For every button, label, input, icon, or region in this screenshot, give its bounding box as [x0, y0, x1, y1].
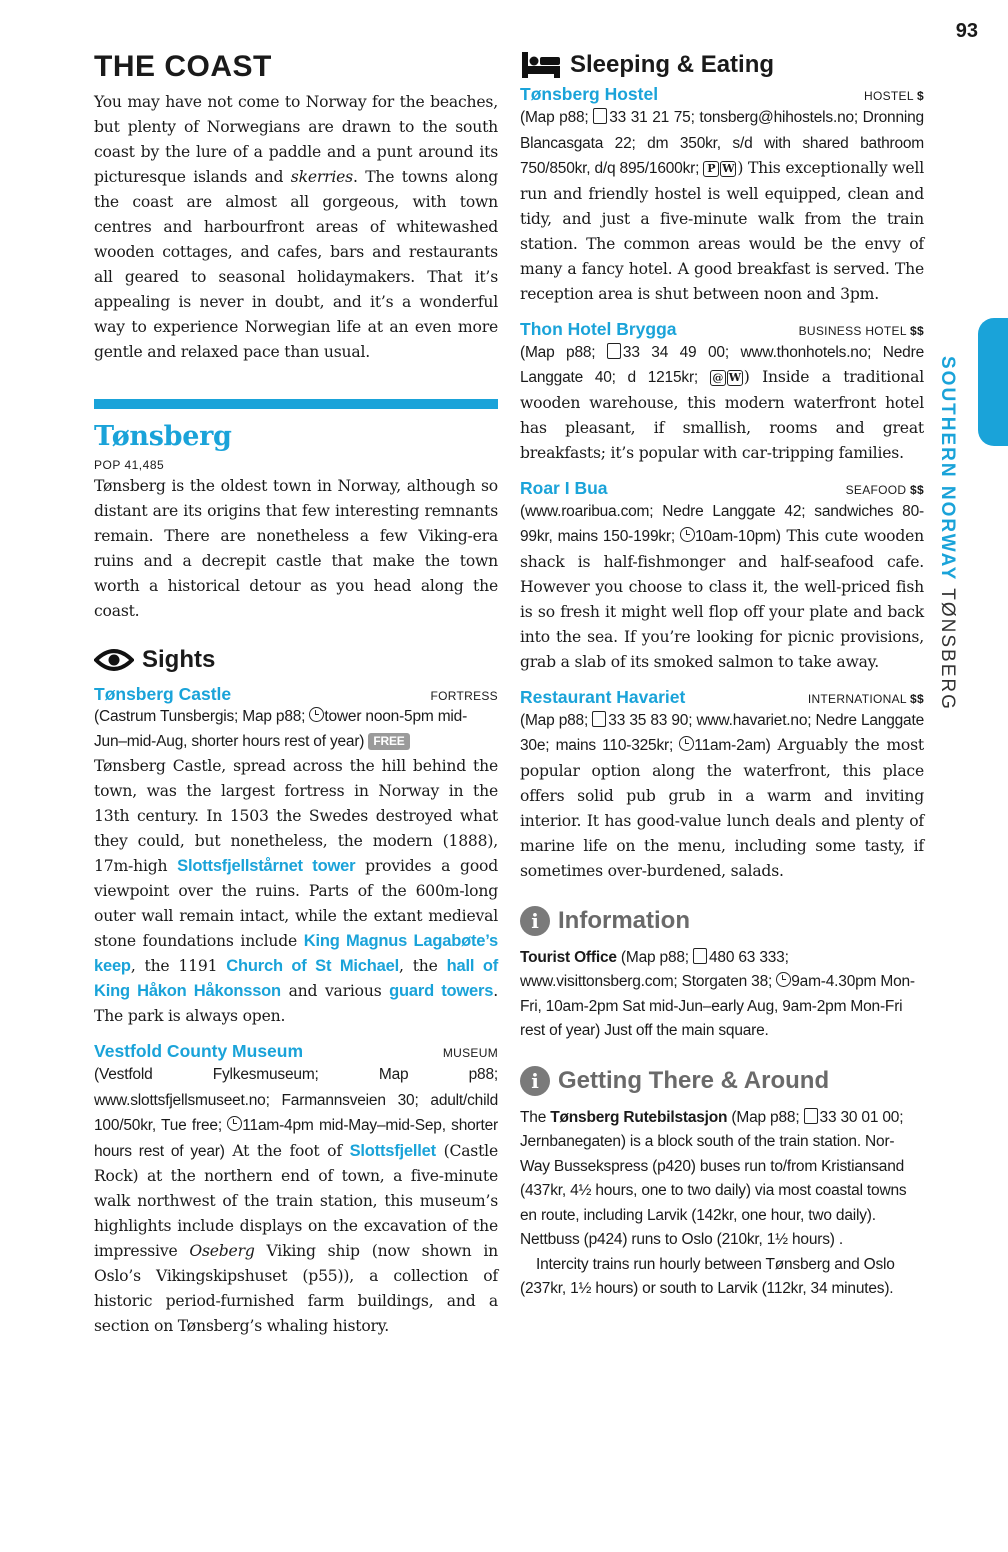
information-heading: i Information — [520, 906, 924, 936]
clock-icon — [776, 972, 791, 987]
side-place: TØNSBERG — [937, 588, 958, 711]
info-icon: i — [520, 1066, 550, 1096]
roar-text: (www.roaribua.com; Nedre Langgate 42; sandwiches 80-99kr, mains 150-199kr; 10am-10pm) This cute wooden shack is half-fishmonger and half-seafood cafe. However you choose to class it, the well-priced fish is so fresh it might well flop off your plate and back into the sea. If you’re looking for picnic provisions, grab a slab of its smoked salmon to take away. — [520, 502, 924, 671]
internet-icon: @ — [710, 370, 726, 386]
section-heading-coast: THE COAST — [94, 50, 272, 83]
sights-heading: Sights — [94, 646, 498, 674]
eye-icon — [94, 647, 134, 673]
town-intro: Tønsberg is the oldest town in Norway, although so distant are its origins that few interesting remnants remain. There are nonetheless a few Viking-era ruins and a decrepit castle that make the town worth a historical detour as you head along the coast. — [94, 477, 498, 620]
page-number: 93 — [955, 20, 978, 42]
thumb-tab — [978, 318, 1008, 446]
info-icon: i — [520, 906, 550, 936]
thon-price: $$ — [910, 323, 924, 338]
roar-type: SEAFOOD — [845, 482, 907, 497]
hostel-text: (Map p88; 33 31 21 75; tonsberg@hihostels.no; Dronning Blancasgata 22; dm 350kr, s/d with shared bathroom 750/850kr, d/q 895/1600kr; P W ) This exceptionally well run and friendly hostel is well equipped, clean and tidy, and just a five-minute walk from the train station. The common areas would be the envy of many a fancy hotel. A good breakfast is served. The reception area is shut between noon and 3pm. — [520, 109, 924, 303]
link-church[interactable]: Church of St Michael — [226, 957, 399, 975]
roar-price: $$ — [910, 482, 924, 497]
intro-paragraph: You may have not come to Norway for the beaches, but plenty of Norwegians are drawn to the south coast by the lure of a paddle and a punt around its picturesque islands and skerries. The towns along the coast are almost all gorgeous, with town centres and harbourfront areas of whitewashed wooden cottages, and cafes, bars and restaurants all geared to seasonal holidaymakers. That it’s appealing is never in doubt, and it’s a wonderful way to experience Norwegian life at an even more gentle and relaxed pace than usual. — [94, 93, 498, 361]
bed-icon — [520, 50, 562, 80]
hostel-price: $ — [917, 89, 924, 103]
havariet-type: INTERNATIONAL — [807, 691, 907, 706]
thon-type: BUSINESS HOTEL — [798, 323, 907, 338]
castle-text: Tønsberg Castle, spread across the hill behind the town, was the largest fortress in Norway in the 13th century. In 1503 the Swedes destroyed what they could, but nonetheless, the modern (1888), 17m-high Slottsfjellstårnet tower provides a good viewpoint over the ruins. Parts of the 600m-long outer wall remain intact, while the extant medieval stone foundations include King Magnus Lagabøte’s keep, the 1191 Church of St Michael, the hall of King Håkon Håkonsson and various guard towers. The park is always open. — [94, 757, 498, 1025]
listing-havariet — [520, 687, 924, 708]
hostel-type: HOSTEL — [864, 89, 914, 103]
roar-name[interactable]: Roar I Bua — [520, 477, 608, 498]
getting-heading: i Getting There & Around — [520, 1066, 924, 1096]
havariet-name[interactable]: Restaurant Havariet — [520, 686, 686, 707]
wifi-icon: W — [722, 162, 735, 175]
castle-type: FORTRESS — [430, 689, 498, 703]
museum-type: MUSEUM — [442, 1046, 498, 1060]
link-keep[interactable]: King Magnus Lagabøte’s keep — [94, 932, 498, 975]
side-running-head — [928, 356, 958, 711]
link-guard-towers[interactable]: guard towers — [389, 982, 494, 1000]
sleeping-heading: Sleeping & Eating — [520, 50, 924, 80]
hostel-name[interactable]: Tønsberg Hostel — [520, 84, 659, 104]
right-column — [520, 50, 924, 1302]
free-badge: FREE — [368, 733, 409, 750]
link-tower[interactable]: Slottsfjellstårnet tower — [177, 857, 356, 875]
tourist-office: Tourist Office (Map p88; 480 63 333; www.visittonsberg.com; Storgaten 38; 9am-4.30pm Mon-Fri, 10am-2pm Sat mid-Jun–early Aug, 9am-2pm Mon-Fri rest of year) Just off the main square. — [520, 948, 915, 1039]
clock-icon — [679, 736, 694, 751]
phone-icon — [607, 343, 621, 359]
parking-icon: P — [703, 161, 719, 177]
museum-text: (Vestfold Fylkesmuseum; Map p88; www.slottsfjellsmuseet.no; Farmannsveien 30; adult/child 100/50kr, Tue free; 11am-4pm mid-May–mid-Sep, shorter hours rest of year) At the foot of Slottsfjellet (Castle Rock) at the northern end of town, a five-minute walk northwest of the train station, this museum’s highlights include displays on the excavation of the impressive Oseberg Viking ship (now shown in Oslo’s Vikingskipshuset (p55)), a collection of historic period-furnished farm buildings, and a section on Tønsberg’s whaling history. — [94, 1066, 498, 1335]
castle-info: (Castrum Tunsbergis; Map p88; tower noon-5pm mid-Jun–mid-Aug, shorter hours rest of year) FREE — [94, 708, 468, 750]
phone-icon — [804, 1108, 818, 1124]
havariet-text: (Map p88; 33 35 83 90; www.havariet.no; Nedre Langgate 30e; mains 110-325kr; 11am-2am) Arguably the most popular option along the waterfront, this place offers solid pub grub in a warm and inviting interior. It has good-value lunch deals and plenty of marine life on the menu, including some tasty, if sometimes over-burdened, salads. — [520, 711, 924, 880]
wifi-icon: W — [728, 371, 741, 384]
side-section: SOUTHERN NORWAY — [937, 356, 958, 582]
listing-thon — [520, 319, 924, 340]
thon-text: (Map p88; 33 34 49 00; www.thonhotels.no; Nedre Langgate 40; d 1215kr; @ W ) Inside a traditional wooden warehouse, this modern waterfront hotel has pleasant, if smallish, rooms and great breakfasts; it’s popular with car-tripping families. — [520, 343, 924, 462]
thon-name[interactable]: Thon Hotel Brygga — [520, 318, 677, 339]
listing-castle — [94, 684, 498, 705]
clock-icon — [227, 1116, 242, 1131]
town-title: Tønsberg — [94, 421, 232, 452]
listing-hostel — [520, 84, 924, 105]
left-column — [94, 50, 498, 1339]
clock-icon — [309, 707, 324, 722]
population: POP 41,485 — [94, 458, 165, 472]
phone-icon — [593, 108, 607, 124]
train-info: Intercity trains run hourly between Tønsberg and Oslo (237kr, 1½ hours) or south to Larvik (112kr, 34 minutes). — [520, 1255, 895, 1297]
phone-icon — [693, 948, 707, 964]
bus-station: The Tønsberg Rutebilstasjon (Map p88; 33 30 01 00; Jernbanegaten) is a block south of the train station. Nor-Way Bussekspress (p420) buses run to/from Kristiansand (437kr, 4½ hours, one to two daily) via most coastal towns en route, including Larvik (142kr, one hour, two daily). Nettbuss (p424) runs to Oslo (210kr, 1½ hours) . — [520, 1108, 907, 1248]
museum-name[interactable]: Vestfold County Museum — [94, 1041, 304, 1061]
havariet-price: $$ — [910, 691, 924, 706]
divider-rule — [94, 399, 498, 409]
castle-name[interactable]: Tønsberg Castle — [94, 684, 232, 704]
listing-roar — [520, 478, 924, 499]
listing-museum — [94, 1041, 498, 1062]
link-hall[interactable]: hall of King Håkon Håkonsson — [94, 957, 498, 1000]
clock-icon — [680, 527, 695, 542]
link-slottsfjellet[interactable]: Slottsfjellet — [349, 1141, 436, 1160]
phone-icon — [592, 711, 606, 727]
